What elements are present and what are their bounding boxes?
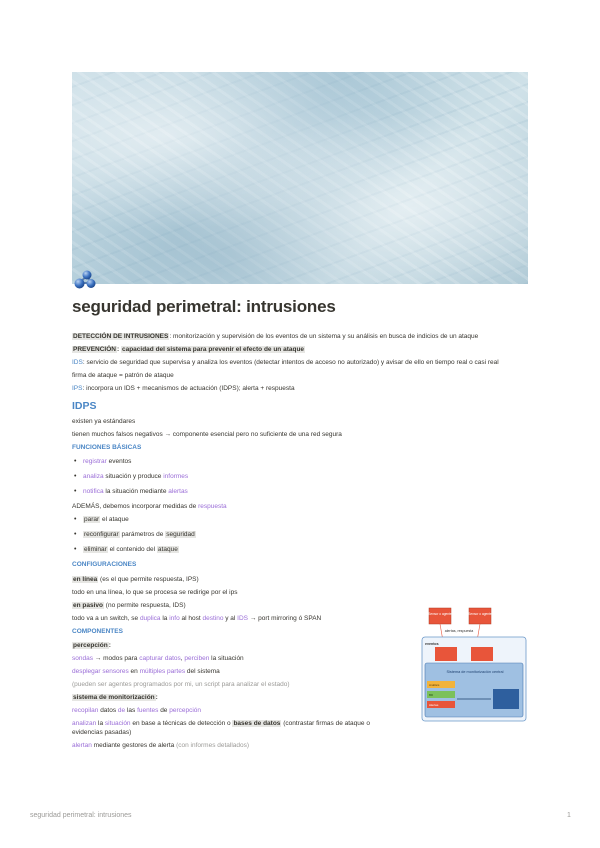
list-item <box>72 488 532 497</box>
text: mediante gestores de alerta <box>91 741 177 749</box>
list-item <box>72 531 532 540</box>
text: (contrastar firmas de ataque o evidencias pasadas) <box>72 720 370 736</box>
term-alertan: alertan <box>72 741 92 749</box>
list-funciones <box>72 458 532 497</box>
cover-image <box>72 72 528 284</box>
term-registrar: registrar <box>83 458 107 465</box>
alertas-respuesta-label: alertas, respuesta <box>444 629 474 633</box>
text: de <box>158 707 170 714</box>
term-seguridad: seguridad <box>166 531 195 538</box>
text: la situación <box>209 655 244 662</box>
bar-analisis-label: Análisis <box>429 683 440 687</box>
heading-componentes: COMPONENTES <box>72 627 123 635</box>
text: el contenido del <box>107 546 157 553</box>
term-reconfigurar: reconfigurar <box>84 531 119 538</box>
paragraph-firma: firma de ataque = patrón de ataque <box>72 372 174 379</box>
list-respuestas <box>72 516 532 555</box>
text-prevencion: capacidad del sistema para prevenir el efecto de un ataque <box>121 346 305 353</box>
term-capturar-datos: capturar datos <box>139 655 181 662</box>
text: todo va a un switch, se <box>72 614 140 622</box>
text: : <box>108 642 111 649</box>
list-item <box>72 546 532 555</box>
term-en-linea: en línea <box>73 575 98 583</box>
text-ips: : incorpora un IDS + mecanismos de actuación (IDPS); alerta + respuesta <box>82 385 295 392</box>
network-nodes-icon <box>73 268 97 290</box>
term-desplegar-sensores: desplegar sensores <box>72 668 129 675</box>
text: y al <box>223 614 238 622</box>
idps-architecture-diagram <box>421 607 527 723</box>
term-sistema-monitorizacion: sistema de monitorización <box>73 694 155 701</box>
text: eventos <box>106 458 132 465</box>
text-informes-detallados: (con informes detallados) <box>176 741 250 749</box>
term-duplica: duplica <box>139 614 161 622</box>
text: → port mirroring ó SPAN <box>248 614 322 622</box>
term-prevencion: PREVENCIÓN <box>73 346 116 353</box>
term-info: info <box>169 614 180 622</box>
text-deteccion: : monitorización y supervisión de los eventos de un sistema y su análisis en busca de indicios de un ataque <box>169 333 479 340</box>
text: en <box>128 668 140 675</box>
page-number: 1 <box>567 812 571 819</box>
term-percepcion: percepción <box>73 642 108 649</box>
text: situación y produce <box>103 473 164 480</box>
text: las <box>125 707 138 714</box>
config-en-linea <box>72 576 532 585</box>
term-deteccion: DETECCIÓN DE INTRUSIONES <box>73 333 169 340</box>
text: ADEMÁS, debemos incorporar medidas de <box>72 503 199 510</box>
term-ips: IPS <box>72 385 83 392</box>
term-situacion: situación <box>104 720 131 727</box>
page-title: seguridad perimetral: intrusiones <box>72 297 336 316</box>
config-en-linea-desc: todo en una línea, lo que se procesa se redirige por el ips <box>72 588 238 596</box>
paragraph-ips <box>72 385 532 394</box>
term-recopilan: recopilan <box>72 707 99 714</box>
text: la <box>96 720 105 727</box>
bar-alertas-label: Alertas <box>429 703 439 707</box>
term-parar: parar <box>84 516 100 523</box>
term-en-pasivo: en pasivo <box>73 601 103 609</box>
agent-box-right <box>471 647 493 661</box>
text: (no permite respuesta, IDS) <box>103 601 186 609</box>
sensor-box-left <box>429 608 451 624</box>
term-analizan: analizan <box>72 720 97 727</box>
percepcion-nota: (pueden ser agentes programados por mi, un script para analizar el estado) <box>72 681 290 688</box>
central-system-title: Sistema de monitorización central <box>446 670 504 674</box>
text: : <box>155 694 158 701</box>
sensor-box-right <box>469 608 491 624</box>
monitor-alertan <box>72 742 532 751</box>
term-multiples-partes: múltiples partes <box>139 668 186 675</box>
term-ataque: ataque <box>157 546 178 553</box>
paragraph-prevencion <box>72 346 532 355</box>
term-de: de <box>117 707 126 714</box>
text: parámetros de <box>119 531 166 538</box>
paragraph-ademas <box>72 503 532 512</box>
term-percepcion-fuentes: percepción <box>169 707 202 714</box>
term-perciben: perciben <box>184 655 210 662</box>
respuesta-box <box>493 689 519 709</box>
term-destino: destino <box>202 614 224 622</box>
text: el ataque <box>100 516 129 523</box>
text: , <box>180 655 185 662</box>
text: al host <box>179 614 203 622</box>
term-eliminar: eliminar <box>84 546 107 553</box>
term-respuesta: respuesta <box>198 503 227 510</box>
list-item <box>72 473 532 482</box>
text-ids: : servicio de seguridad que supervisa y analiza los eventos (detectar intentos de acceso no autorizado) y avisar de ello en tiempo real o casi real <box>82 359 499 366</box>
term-alertas: alertas <box>168 488 188 495</box>
paragraph-ids <box>72 359 532 368</box>
term-sondas: sondas <box>72 655 93 662</box>
heading-idps: IDPS <box>72 399 97 412</box>
list-item <box>72 458 532 467</box>
text: la situación mediante <box>103 488 169 495</box>
text: datos <box>98 707 118 714</box>
sensor-box-right-label: Sensor o agente <box>468 612 492 616</box>
term-ids: IDS <box>237 614 249 622</box>
idps-line-estandares: existen ya estándares <box>72 417 136 425</box>
list-item <box>72 516 532 525</box>
footer-title: seguridad perimetral: intrusiones <box>30 812 132 819</box>
term-fuentes: fuentes <box>137 707 159 714</box>
sensor-box-left-label: Sensor o agente <box>428 612 452 616</box>
term-analiza: analiza <box>83 473 104 480</box>
text: (es el que permite respuesta, IPS) <box>98 575 199 583</box>
monitor-analizan <box>72 720 372 737</box>
text: → modos para <box>92 655 140 662</box>
eventos-label: eventos <box>425 642 439 646</box>
term-bases-de-datos: bases de datos <box>233 720 281 727</box>
term-notifica: notifica <box>83 488 104 495</box>
heading-funciones-basicas: FUNCIONES BÁSICAS <box>72 443 142 451</box>
bar-bd-label: BD <box>429 693 434 697</box>
paragraph-deteccion <box>72 333 532 342</box>
idps-line-falsos-negativos: tienen muchos falsos negativos → componente esencial pero no suficiente de una red segura <box>72 430 342 438</box>
text: del sistema <box>185 668 220 675</box>
term-informes: informes <box>163 473 189 480</box>
agent-box-left <box>435 647 457 661</box>
text: la <box>160 614 170 622</box>
heading-configuraciones: CONFIGURACIONES <box>72 561 137 568</box>
sep-prevencion: : <box>116 346 120 353</box>
text: en base a técnicas de detección o <box>130 720 233 727</box>
term-ids: IDS <box>72 359 83 366</box>
